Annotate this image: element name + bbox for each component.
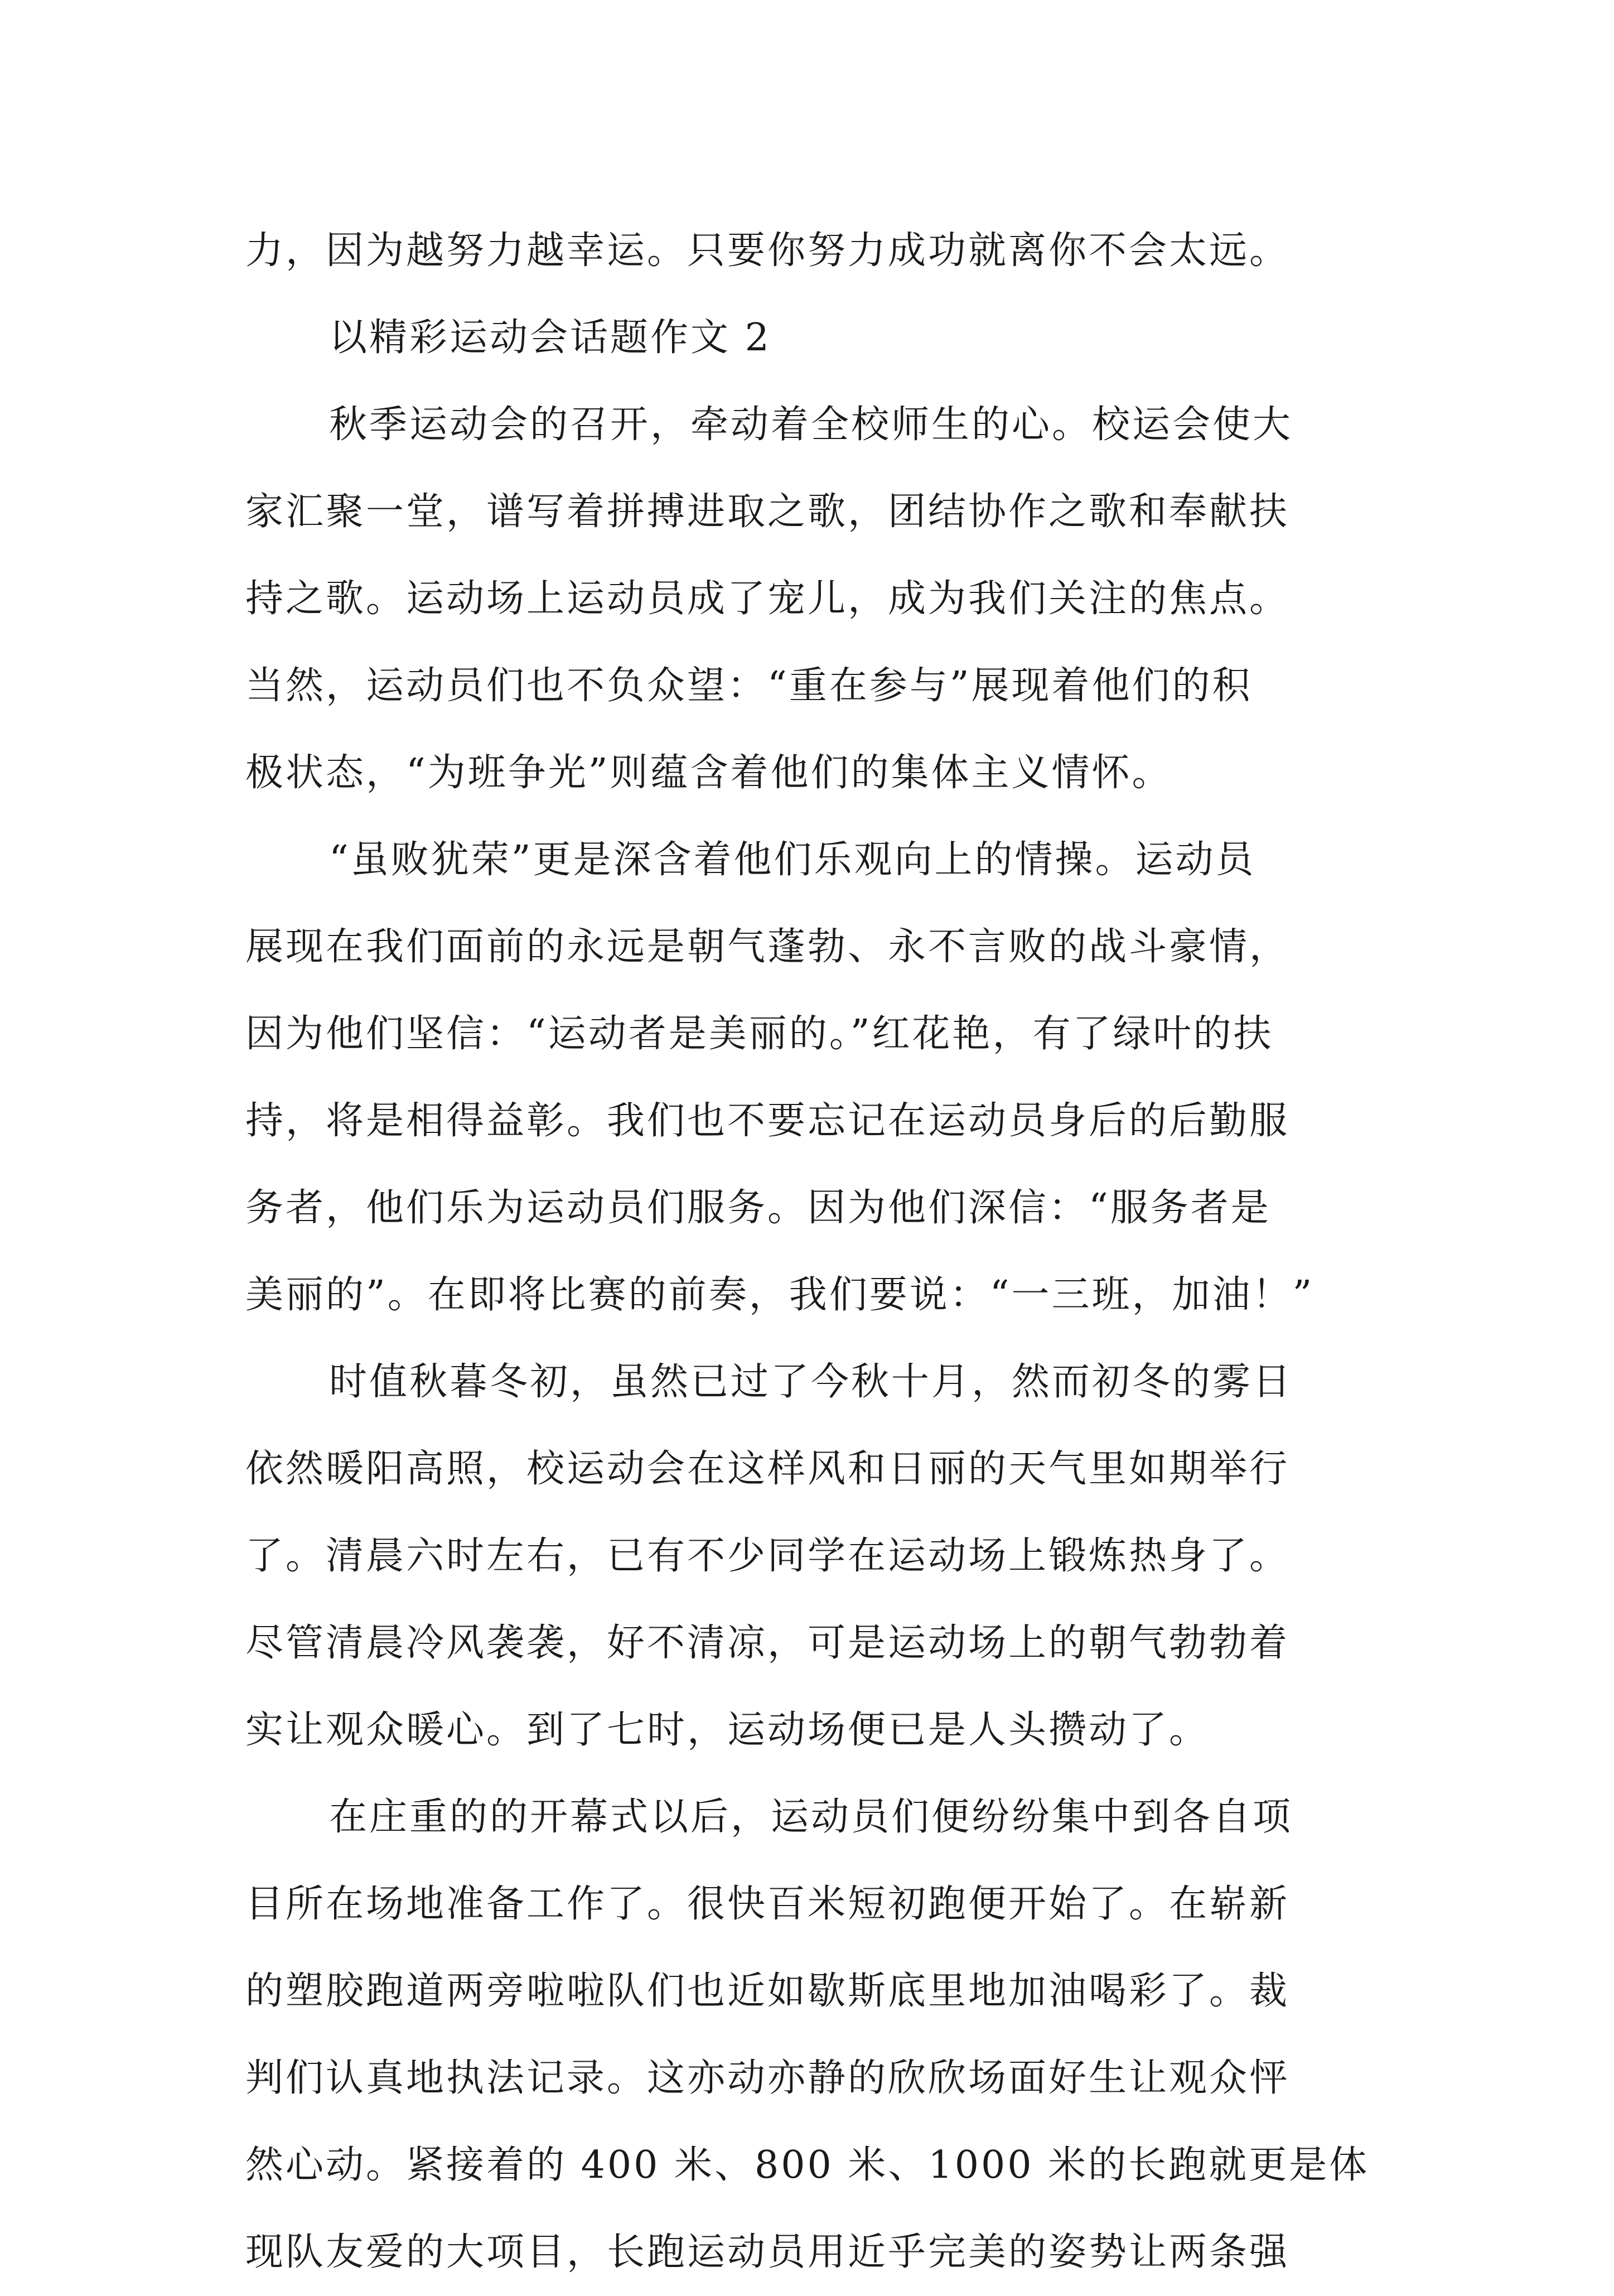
document-body — [245, 208, 1383, 2296]
text-line: 秋季运动会的召开，牵动着全校师生的心。校运会使大 — [329, 403, 1293, 447]
text-line: 极状态，“为班争光”则蕴含着他们的集体主义情怀。 — [245, 751, 1172, 795]
text-line: 时值秋暮冬初，虽然已过了今秋十月，然而初冬的雾日 — [329, 1360, 1293, 1404]
text-line: 当然，运动员们也不负众望：“重在参与”展现着他们的积 — [245, 664, 1253, 708]
text-line: 美丽的”。在即将比赛的前奏，我们要说：“一三班，加油！” — [245, 1273, 1315, 1317]
text-line: 然心动。紧接着的 400 米、800 米、1000 米的长跑就更是体 — [245, 2143, 1370, 2187]
text-line: 依然暖阳高照，校运动会在这样风和日丽的天气里如期举行 — [245, 1447, 1290, 1491]
text-line: 家汇聚一堂，谱写着拼搏进取之歌，团结协作之歌和奉献扶 — [245, 490, 1290, 534]
text-line: 实让观众暖心。到了七时，运动场便已是人头攒动了。 — [245, 1708, 1210, 1752]
text-line: 的塑胶跑道两旁啦啦队们也近如歇斯底里地加油喝彩了。裁 — [245, 1969, 1290, 2013]
text-line: 尽管清晨冷风袭袭，好不清凉，可是运动场上的朝气勃勃着 — [245, 1621, 1290, 1665]
text-line: 持之歌。运动场上运动员成了宠儿，成为我们关注的焦点。 — [245, 577, 1290, 621]
text-line: 了。清晨六时左右，已有不少同学在运动场上锻炼热身了。 — [245, 1534, 1290, 1578]
text-line: 持，将是相得益彰。我们也不要忘记在运动员身后的后勤服 — [245, 1099, 1290, 1143]
section-heading: 以精彩运动会话题作文 2 — [329, 316, 771, 360]
text-line: 展现在我们面前的永远是朝气蓬勃、永不言败的战斗豪情， — [245, 925, 1290, 969]
text-line: 力，因为越努力越幸运。只要你努力成功就离你不会太远。 — [245, 229, 1290, 273]
text-line: 务者，他们乐为运动员们服务。因为他们深信：“服务者是 — [245, 1186, 1271, 1230]
text-line: “虽败犹荣”更是深含着他们乐观向上的情操。运动员 — [329, 838, 1256, 882]
text-line: 目所在场地准备工作了。很快百米短初跑便开始了。在崭新 — [245, 1882, 1290, 1926]
text-line: 在庄重的的开幕式以后，运动员们便纷纷集中到各自项 — [329, 1795, 1293, 1839]
text-line: 因为他们坚信：“运动者是美丽的。”红花艳，有了绿叶的扶 — [245, 1012, 1274, 1056]
text-line: 判们认真地执法记录。这亦动亦静的欣欣场面好生让观众怦 — [245, 2056, 1290, 2100]
text-line: 现队友爱的大项目，长跑运动员用近乎完美的姿势让两条强 — [245, 2230, 1290, 2274]
